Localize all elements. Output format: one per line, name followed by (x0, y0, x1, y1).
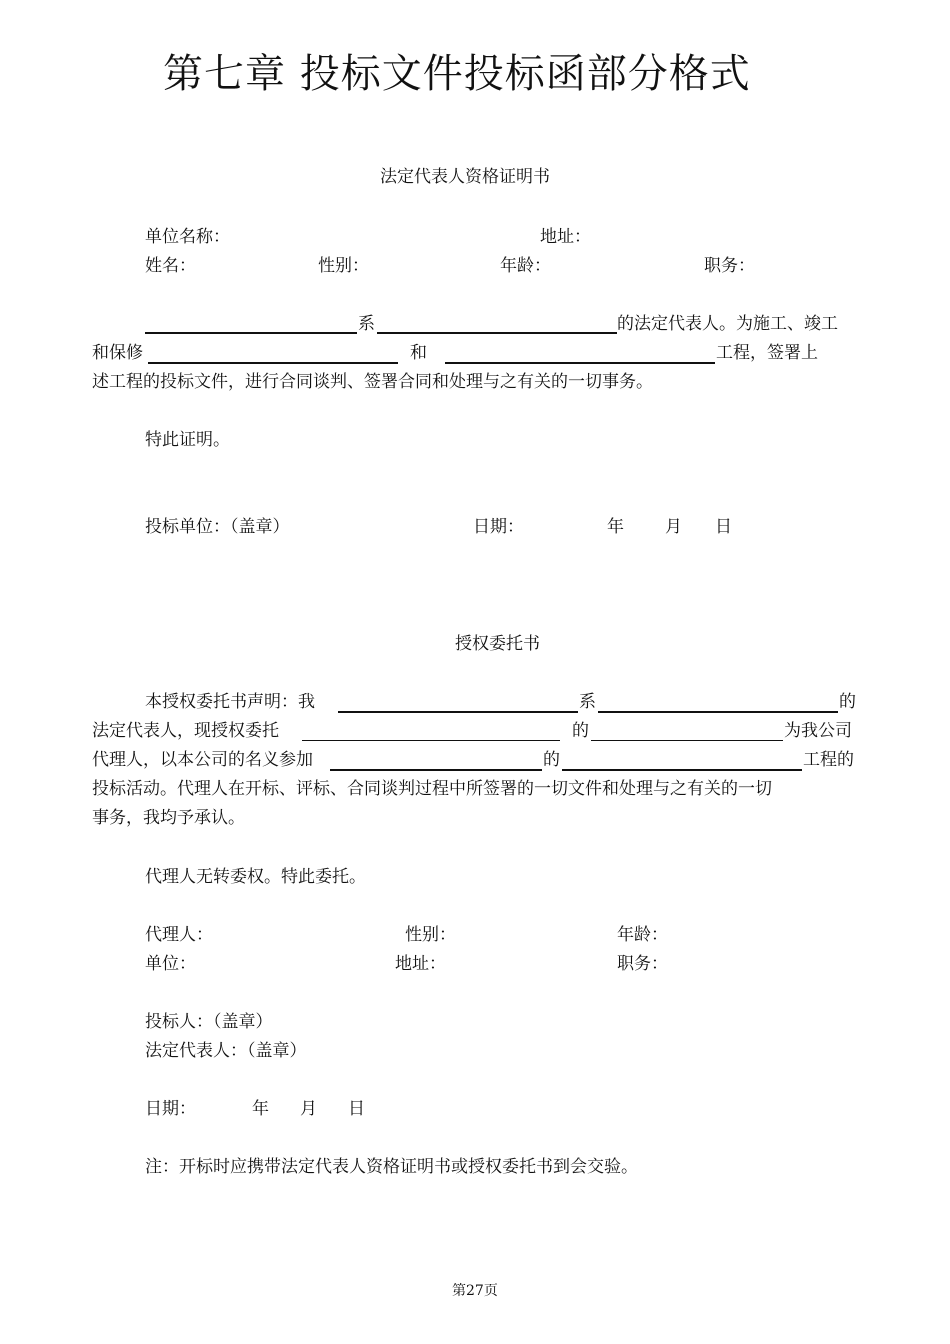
auth-l3-tail: 工程的 (803, 750, 854, 770)
cert-line2-tail: 工程，签署上 (716, 343, 818, 363)
cert-blank-name[interactable] (145, 332, 357, 334)
auth-blank-company[interactable] (598, 711, 838, 713)
auth-l1-head: 本授权委托书声明：我 (145, 692, 315, 712)
cert-date-year: 年 (607, 517, 624, 537)
auth-blank-owner[interactable] (330, 769, 542, 771)
cert-age-label: 年龄： (500, 256, 551, 276)
auth-unit-label: 单位： (145, 954, 196, 974)
cert-bidder-seal: 投标单位：（盖章） (145, 517, 290, 537)
cert-unit-name-label: 单位名称： (145, 227, 230, 247)
auth-position-label: 职务： (617, 954, 668, 974)
auth-note: 注：开标时应携带法定代表人资格证明书或授权委托书到会交验。 (145, 1157, 638, 1177)
auth-blank-project[interactable] (562, 769, 802, 771)
auth-l1-xi: 系 (579, 692, 596, 712)
cert-line3: 述工程的投标文件，进行合同谈判、签署合同和处理与之有关的一切事务。 (92, 372, 653, 392)
auth-blank-agent-unit[interactable] (302, 740, 560, 741)
auth-date-year: 年 (252, 1099, 269, 1119)
cert-date-month: 月 (665, 517, 682, 537)
cert-blank-project-1[interactable] (148, 362, 398, 364)
auth-l2-tail: 为我公司 (784, 721, 852, 741)
cert-line2-head: 和保修 (92, 343, 143, 363)
cert-hereby: 特此证明。 (145, 430, 230, 450)
auth-l4: 投标活动。代理人在开标、评标、合同谈判过程中所签署的一切文件和处理与之有关的一切 (92, 779, 772, 799)
auth-date-label: 日期： (145, 1099, 196, 1119)
auth-date-month: 月 (300, 1099, 317, 1119)
page-number: 第27页 (452, 1283, 498, 1299)
auth-l2-head: 法定代表人，现授权委托 (92, 721, 279, 741)
page-title: 第七章 投标文件投标函部分格式 (163, 51, 751, 97)
cert-date-day: 日 (715, 517, 732, 537)
auth-l5: 事务，我均予承认。 (92, 808, 245, 828)
cert-name-label: 姓名： (145, 256, 196, 276)
auth-l1-de: 的 (839, 692, 856, 712)
auth-bidder-seal: 投标人：（盖章） (145, 1012, 273, 1032)
auth-age-label: 年龄： (617, 925, 668, 945)
auth-agent-label: 代理人： (145, 925, 213, 945)
cert-blank-company[interactable] (377, 332, 617, 334)
cert-address-label: 地址： (540, 227, 591, 247)
cert-blank-project-2[interactable] (445, 362, 715, 364)
auth-address-label: 地址： (395, 954, 446, 974)
auth-date-day: 日 (348, 1099, 365, 1119)
cert-heading: 法定代表人资格证明书 (380, 167, 550, 187)
auth-no-transfer: 代理人无转委权。特此委托。 (145, 867, 366, 887)
cert-gender-label: 性别： (318, 256, 369, 276)
cert-position-label: 职务： (704, 256, 755, 276)
cert-date-label: 日期： (473, 517, 524, 537)
auth-l3-head: 代理人，以本公司的名义参加 (92, 750, 313, 770)
auth-l3-de: 的 (543, 750, 560, 770)
cert-line1-tail: 的法定代表人。为施工、竣工 (617, 314, 838, 334)
auth-blank-name[interactable] (338, 711, 578, 713)
auth-legal-rep-seal: 法定代表人：（盖章） (145, 1041, 307, 1061)
cert-xi: 系 (358, 314, 375, 334)
auth-l2-de: 的 (572, 721, 589, 741)
auth-heading: 授权委托书 (455, 634, 540, 654)
auth-gender-label: 性别： (405, 925, 456, 945)
cert-he: 和 (410, 343, 427, 363)
auth-blank-agent-name[interactable] (591, 740, 783, 741)
